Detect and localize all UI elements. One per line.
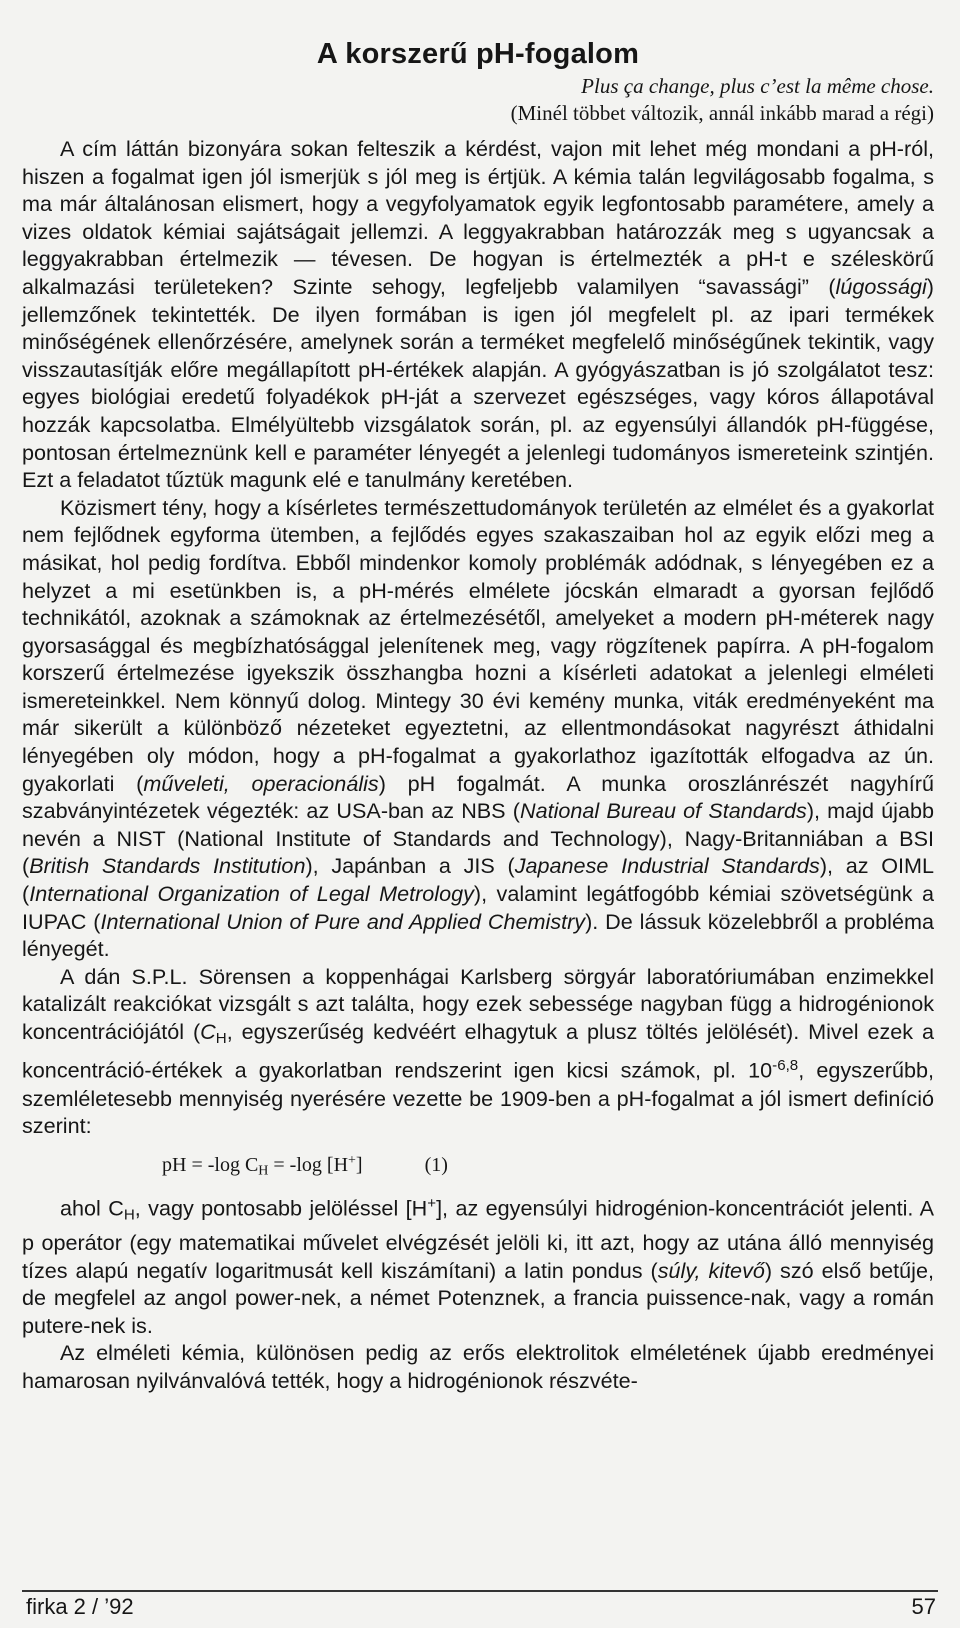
article-title: A korszerű pH-fogalom [316,38,640,70]
epigraph [22,73,934,127]
epigraph-translation: (Minél többet változik, annál inkább marad a régi) [510,101,934,125]
formula-text: ] [355,1153,363,1176]
paragraph-3 [22,963,934,1140]
formula-text: pH = -log C [162,1153,259,1176]
text-run: A cím láttán bizonyára sokan felteszik a kérdést, vajon mit lehet még mondani a pH-ról, hiszen a fogalmat igen jól ismerjük s jól meg is értjük. A kémia talán legvilágosabb fogalma, s ma már általánosan elismert, hogy a vegyfolyamatok egyik legfontosabb paramétere, amely a vizes oldatok kémiai sajátságait jellemzi. A leggyakrabban határozzák meg s ugyancsak a leggyakrabban értelmezik — tévesen. De hogyan is értelmezték a pH-t e széleskörű alkalmazási területeken? Szinte sehogy, legfeljebb valamilyen “savassági” ( [22,136,934,299]
text-run: ], az egyensúlyi hidrogénion-koncentrációt jelenti. A p operátor (egy matematikai művelet elvégzését jelöli ki, itt azt, hogy az utána álló mennyiség tízes alapú negatív logaritmusát kell kiszámítani) a latin pondus ( [22,1195,935,1283]
document-page [22,28,934,1395]
text-run: ) jellemzőnek tekintették. De ilyen formában is igen jól megfelelt pl. az ipari termékek minőségének ellenőrzésére, amelynek során a terméket megfelelő minőségűnek tekintik, vagy visszautasítják előre megállapított pH-értékek alapján. A gyógyászatban is jó szolgálatot tesz: egyes biológiai eredetű folyadékok pH-ját a szervezet egészséges, vagy kóros állapotával hozzák kapcsolatba. Elmélyültebb vizsgálatok során, pl. az egyensúlyi állandók pH-függése, pontosan értelmeznünk kell e paraméter lényegét a jelenlegi tudományos ismereteink szintjén. Ezt a feladatot tűztük magunk elé e tanulmány keretében. [22,273,934,493]
epigraph-quote: Plus ça change, plus c’est la même chose. [581,74,934,98]
text-run: , egyszerűség kedvéért elhagytuk a plusz töltés jelölését). Mivel ezek a koncentráció-értékek a gyakorlatban rendszerint igen kicsi számok, pl. 10 [22,1019,934,1083]
superscript: + [348,1152,356,1168]
text-run: A dán S.P.L. Sörensen a koppenhágai Karlsberg sörgyár laboratóriumában enzimekkel katalizált reakciókat vizsgált s azt találta, hogy ezek sebessége nagyban függ a hidrogénionok koncentrációjától ( [22,963,934,1044]
subscript: H [215,1029,227,1047]
symbol-c: C [200,1019,216,1044]
paragraph-2 [22,494,934,963]
equation-number: (1) [424,1153,448,1176]
italic-term: Japanese Industrial Standards [514,853,820,879]
text-run: ahol C [60,1195,124,1221]
italic-term: National Bureau of Standards [519,798,807,824]
text-run: Az elméleti kémia, különösen pedig az erős elektrolitok elméletének újabb eredményei hamarosan nyilvánvalóvá tették, hogy a hidrogénionok részvéte- [22,1340,934,1394]
text-run: , vagy pontosabb jelöléssel [H [134,1195,428,1221]
italic-term: International Union of Pure and Applied Chemistry [100,908,586,934]
paragraph-1 [22,135,934,494]
text-run: ). De lássuk közelebbről a probléma lényegét. [22,908,934,962]
text-run: ) pH fogalmát. A munka oroszlánrészét nagyhírű szabványintézetek végezték: az USA-ban az NBS ( [22,770,935,824]
subscript: H [258,1163,269,1179]
formula-text: = -log [H [268,1153,349,1176]
subscript: H [123,1206,135,1224]
italic-term: lúgossági [835,273,927,299]
page-number: 57 [911,1594,936,1619]
text-run: ), az OIML ( [22,853,935,907]
paragraph-4 [22,1190,934,1339]
equation-1 [162,1144,934,1189]
italic-term: British Standards Institution [29,853,306,879]
paragraph-5 [22,1339,934,1394]
italic-term: International Organization of Legal Metrology [29,881,474,907]
text-run: ), Japánban a JIS ( [305,853,515,879]
text-run: , egyszerűbb, szemléletesebb mennyiség nyerésére vezette be 1909-ben a pH-fogalmat a jól ismert definíció szerint: [22,1057,934,1139]
text-run: Közismert tény, hogy a kísérletes természettudományok területén az elmélet és a gyakorlat nem fejlődnek egyforma ütemben, a fejlődés egyes szakaszaiban hol az egyik előzi meg a másikat, hol pedig fordítva. Ebből mindenkor komoly problémák adódnak, s lényegében ez a helyzet a mi esetünkben is, a pH-mérés elmélete jócskán elmaradt a gyorsan fejlődő technikától, azoknak a számoknak az értelmezésétől, amelyeket a modern pH-méterek nagy gyorsasággal és megbízhatósággal jelenítenek meg, vagy rögzítenek papírra. A pH-fogalom korszerű értelmezése igyekszik összhangba hozni a kísérleti adatokat a jelenlegi elméleti ismereteinkkel. Nem könnyű dolog. Mintegy 30 évi kemény munka, viták eredményeként ma már sikerült a különböző nézeteket egyeztetni, az ellentmondásokat nagyrészt áthidalni lényegében oly módon, hogy a pH-fogalmat a gyakorlathoz igazították elfogadva az ún. gyakorlati ( [22,494,934,796]
text-run: ), valamint legátfogóbb kémiai szövetségünk a IUPAC ( [22,881,934,934]
journal-issue: firka 2 / ’92 [26,1594,134,1619]
superscript: -6,8 [772,1057,799,1075]
superscript: + [427,1195,437,1213]
footer-divider [22,1590,938,1592]
italic-term: súly, kitevő [657,1257,765,1283]
italic-term: műveleti, operacionális [143,770,379,796]
article-body [22,135,934,1395]
text-run: ), majd újabb nevén a NIST (National Institute of Standards and Technology), Nagy-Britanniában a BSI ( [22,798,934,879]
text-run: ) szó első betűje, de megfelel az angol power-nek, a német Potenznek, a francia puissence-nak, vagy a román putere-nek is. [22,1257,934,1338]
